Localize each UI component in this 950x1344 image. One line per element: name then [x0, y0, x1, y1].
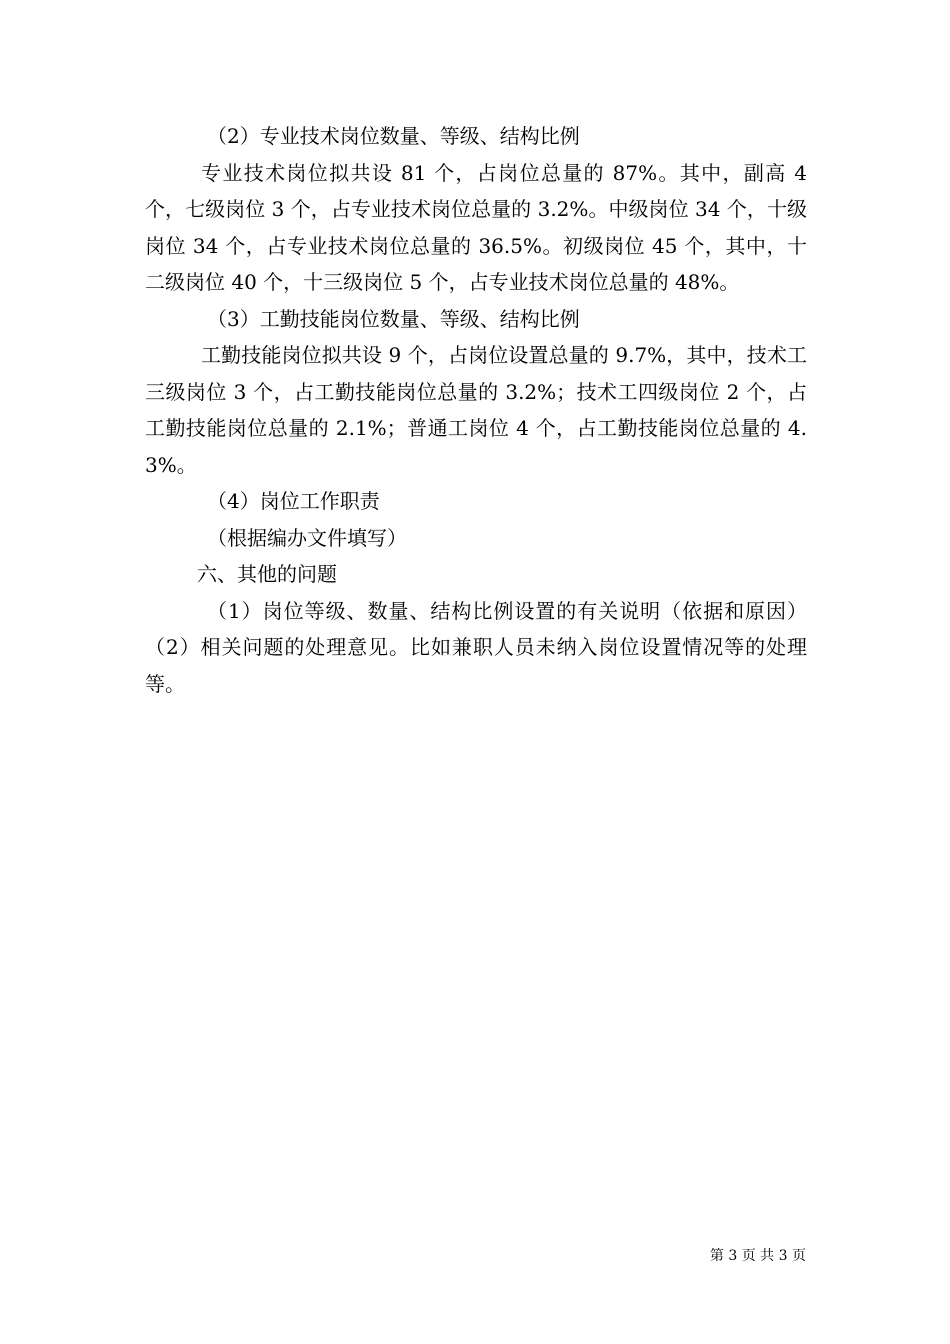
subsection-heading-job-duties: （4）岗位工作职责	[207, 489, 380, 513]
note-fill-per-document: （根据编办文件填写）	[207, 525, 407, 550]
subsection-heading-skilled-worker-posts: （3）工勤技能岗位数量、等级、结构比例	[207, 306, 580, 331]
page-number: 第 3 页 共 3 页	[709, 1248, 806, 1264]
paragraph-professional-posts: 专业技术岗位拟共设 81 个，占岗位总量的 87%。其中，副高 4 个，七级岗位 3 个，占专业技术岗位总量的 3.2%。中级岗位 34 个，十级岗位 34 个，占专业技术岗位总量的 36.5%。初级岗位 45 个，其中，十二级岗位 40 个，十三级岗位 5 个，占专业技术岗位总量的 48%。	[145, 160, 807, 294]
paragraph-skilled-worker-posts: 工勤技能岗位拟共设 9 个，占岗位设置总量的 9.7%，其中，技术工三级岗位 3 个，占工勤技能岗位总量的 3.2%；技术工四级岗位 2 个，占工勤技能岗位总量的 2.1%；普通工岗位 4 个，占工勤技能岗位总量的 4.3%。	[145, 343, 807, 477]
subsection-heading-professional-posts: （2）专业技术岗位数量、等级、结构比例	[207, 124, 580, 148]
document-body	[145, 118, 807, 702]
paragraph-other-issues: （1）岗位等级、数量、结构比例设置的有关说明（依据和原因）（2）相关问题的处理意见。比如兼职人员未纳入岗位设置情况等的处理等。	[145, 598, 807, 696]
section-heading-other-issues: 六、其他的问题	[197, 562, 337, 586]
